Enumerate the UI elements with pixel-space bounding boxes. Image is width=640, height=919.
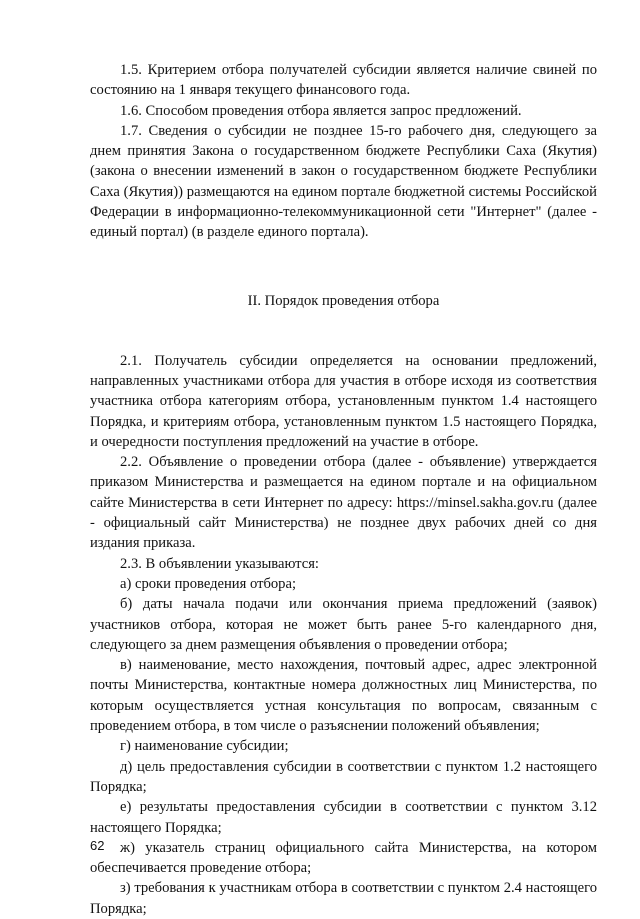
- page-number: 62: [90, 838, 105, 853]
- list-item-b: б) даты начала подачи или окончания приема предложений (заявок) участников отбора, которая не может быть ранее 5-го календарного дня, следующего за днем размещения объявления о проведении отбора;: [90, 596, 597, 653]
- list-item-e: е) результаты предоставления субсидии в соответствии с пунктом 3.12 настоящего Порядка;: [90, 799, 597, 836]
- paragraph-1-6: 1.6. Способом проведения отбора является запрос предложений.: [120, 102, 522, 119]
- paragraph-1-7: 1.7. Сведения о субсидии не позднее 15-го рабочего дня, следующего за днем принятия Закона о государственном бюджете Республики Саха (Якутия) (закона о внесении изменений в закон о государственном бюджете Республики Саха (Якутия)) размещаются на едином портале бюджетной системы Российской Федерации в информационно-телекоммуникационной сети "Интернет" (далее - единый портал) (в разделе единого портала).: [90, 122, 597, 241]
- list-item-g: г) наименование субсидии;: [120, 738, 289, 755]
- list-item-v: в) наименование, место нахождения, почтовый адрес, адрес электронной почты Министерства, контактные номера должностных лиц Министерства, по которым осуществляется устная консультация по вопросам, связанным с проведением отбора, в том числе о разъяснении положений объявления;: [90, 657, 597, 735]
- list-item-zh: ж) указатель страниц официального сайта Министерства, на котором обеспечивается проведение отбора;: [90, 839, 597, 877]
- section-title: II. Порядок проведения отбора: [247, 292, 440, 309]
- paragraph-2-3: 2.3. В объявлении указываются:: [120, 555, 319, 572]
- list-item-d: д) цель предоставления субсидии в соответствии с пунктом 1.2 настоящего Порядка;: [90, 758, 597, 795]
- document-body: [90, 60, 597, 919]
- paragraph-2-2: 2.2. Объявление о проведении отбора (далее - объявление) утверждается приказом Министерства и размещается на едином портале и на официальном сайте Министерства в сети Интернет по адресу: https://minsel.sakha.gov.ru (далее - официальный сайт Министерства) не позднее двух рабочих дней со дня издания приказа.: [90, 454, 597, 552]
- paragraph-2-1: 2.1. Получатель субсидии определяется на основании предложений, направленных участниками отбора для участия в отборе исходя из соответствия участника отбора категориям отбора, установленным пунктом 1.4 настоящего Порядка, и критериям отбора, установленным пунктом 1.5 настоящего Порядка, и очередности поступления предложений на участие в отборе.: [90, 352, 597, 450]
- list-item-z: з) требования к участникам отбора в соответствии с пунктом 2.4 настоящего Порядка;: [90, 880, 597, 917]
- list-item-a: а) сроки проведения отбора;: [120, 575, 297, 592]
- paragraph-1-5: 1.5. Критерием отбора получателей субсидии является наличие свиней по состоянию на 1 января текущего финансового года.: [90, 62, 597, 99]
